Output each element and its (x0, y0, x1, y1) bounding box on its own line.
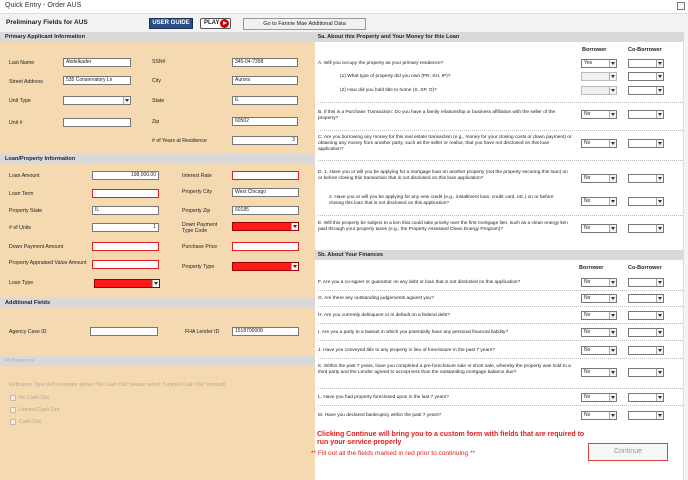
question-a1-borrower[interactable] (581, 72, 617, 81)
chevron-down-icon (656, 73, 663, 80)
play-icon (220, 19, 229, 28)
chevron-down-icon (609, 175, 616, 182)
chevron-down-icon (656, 175, 663, 182)
divider (318, 340, 683, 341)
chevron-down-icon (656, 87, 663, 94)
question-k: K. Within the past 7 years, have you completed a pre-foreclosure sale or short sale, whereby the property was sold to a third party and the Lender agreed to accept less than the outstanding mortgage balance due? (318, 364, 571, 375)
years-input[interactable]: 3 (232, 136, 298, 145)
last-name-label: Last Name (9, 60, 35, 66)
continue-button[interactable]: Continue (588, 443, 668, 461)
chevron-down-icon (152, 280, 159, 287)
chevron-down-icon (656, 60, 663, 67)
chevron-down-icon (609, 60, 616, 67)
chevron-down-icon (656, 394, 663, 401)
question-a2: (2) How did you hold title to home (S, SP, O)? (340, 88, 437, 93)
question-h-coborrower[interactable] (628, 311, 664, 320)
divider (318, 388, 683, 389)
borrower-column-header: Borrower (582, 47, 607, 53)
units-label: # of Units (9, 225, 31, 231)
chevron-down-icon (656, 369, 663, 376)
question-f-coborrower[interactable] (628, 278, 664, 287)
question-a2-coborrower[interactable] (628, 86, 664, 95)
coborrower-column-header: Co-Borrower (628, 265, 662, 271)
question-d1-coborrower[interactable] (628, 174, 664, 183)
question-a-coborrower[interactable] (628, 59, 664, 68)
street-label: Street Address (9, 79, 44, 85)
loan-amount-input[interactable]: 198,000.00 (92, 171, 159, 180)
left-panel (0, 32, 315, 480)
required-notice: ** Fill out all the fields marked in red prior to continuing ** (311, 450, 476, 457)
fha-lender-input[interactable]: 1518700008 (232, 327, 299, 336)
question-h: H. Are you currently delinquent or in default on a federal debt? (318, 313, 450, 318)
answer-text: No (584, 175, 591, 181)
answer-text: Yes (584, 60, 593, 66)
applicant-heading: Primary Applicant Information (0, 32, 315, 42)
divider (318, 290, 683, 291)
question-i-borrower[interactable] (581, 328, 617, 337)
unit-input[interactable] (63, 118, 131, 127)
loan-type-label: Loan Type (9, 280, 34, 286)
refinance-type-label: Refinance Type (Fill no longer allows "No Cash Out" please select "Limited Cash Out" instead) (9, 382, 226, 388)
question-e-borrower[interactable] (581, 224, 617, 233)
question-i: I. Are you a party to a lawsuit in which you potentially have any personal financial liability? (318, 330, 509, 335)
answer-text: No (584, 312, 591, 318)
question-a1-coborrower[interactable] (628, 72, 664, 81)
play-button[interactable] (200, 18, 231, 29)
divider (318, 358, 683, 359)
chevron-down-icon (656, 225, 663, 232)
answer-text: No (584, 225, 591, 231)
user-guide-button[interactable]: USER GUIDE (149, 18, 193, 29)
chevron-down-icon (609, 198, 616, 205)
chevron-down-icon (609, 412, 616, 419)
zip-input[interactable]: 60502 (232, 117, 298, 126)
chevron-down-icon (656, 140, 663, 147)
property-zip-label: Property Zip (182, 208, 211, 214)
answer-text: No (584, 369, 591, 375)
question-f-borrower[interactable] (581, 278, 617, 287)
fannie-mae-button[interactable]: Go to Fannie Mae Additional Data (243, 18, 366, 30)
divider (318, 323, 683, 324)
property-state-label: Property State (9, 208, 43, 214)
chevron-down-icon (609, 225, 616, 232)
question-i-coborrower[interactable] (628, 328, 664, 337)
answer-text: No (584, 295, 591, 301)
last-name-input[interactable]: Abdelkader (63, 58, 131, 67)
question-l: L. Have you had property foreclosed upon in the last 7 years? (318, 395, 449, 400)
question-d1-borrower[interactable] (581, 174, 617, 183)
question-j: J. Have you conveyed title to any property in lieu of foreclosure in the past 7 years? (318, 348, 495, 353)
divider (318, 160, 683, 161)
cash-out-checkbox[interactable] (10, 419, 16, 425)
window-titlebar (0, 0, 688, 14)
toolbar (0, 14, 688, 32)
question-b-coborrower[interactable] (628, 110, 664, 119)
chevron-down-icon (609, 394, 616, 401)
agency-case-label: Agency Case ID (9, 329, 47, 335)
section-5a-heading: 5a. About this Property and Your Money for this Loan (315, 32, 686, 42)
appraised-value-label: Property Appraised Value Amount (9, 260, 87, 266)
chevron-down-icon (609, 279, 616, 286)
question-d2-borrower[interactable] (581, 197, 617, 206)
question-d1: D. 1. Have you or will you be applying for a mortgage loan on another property (not the property securing this loan) on or before closing this transaction that is not disclosed on this loan application? (318, 170, 568, 181)
maximize-icon[interactable] (677, 2, 685, 10)
answer-text: No (584, 329, 591, 335)
chevron-down-icon (609, 329, 616, 336)
question-a2-borrower[interactable] (581, 86, 617, 95)
chevron-down-icon (609, 140, 616, 147)
ssn-label: SSN# (152, 59, 166, 65)
question-h-borrower[interactable] (581, 311, 617, 320)
chevron-down-icon (609, 369, 616, 376)
window-title: Quick Entry - Order AUS (5, 2, 82, 9)
interest-rate-input[interactable] (232, 171, 299, 180)
state-input[interactable]: IL (232, 96, 298, 105)
zip-label: Zip (152, 119, 160, 125)
ssn-input[interactable]: 345-04-7398 (232, 58, 298, 67)
chevron-down-icon (609, 347, 616, 354)
question-m-coborrower[interactable] (628, 411, 664, 420)
chevron-down-icon (609, 295, 616, 302)
no-cash-out-checkbox[interactable] (10, 395, 16, 401)
property-state-input[interactable]: IL (92, 206, 159, 215)
question-e-coborrower[interactable] (628, 224, 664, 233)
question-l-coborrower[interactable] (628, 393, 664, 402)
down-payment-label: Down Payment Amount (9, 244, 64, 250)
answer-text: No (584, 412, 591, 418)
question-g: G. Are there any outstanding judgements against you? (318, 296, 434, 301)
coborrower-column-header: Co-Borrower (628, 47, 662, 53)
loan-heading: Loan/Property Information (0, 154, 315, 164)
appraised-value-input[interactable] (92, 260, 159, 269)
question-b-borrower[interactable] (581, 110, 617, 119)
question-a1: (1) What type of property did you own (PR, SH, IP)? (340, 74, 451, 79)
divider (318, 102, 683, 103)
question-j-coborrower[interactable] (628, 346, 664, 355)
chevron-down-icon (656, 347, 663, 354)
question-k-borrower[interactable] (581, 368, 617, 377)
down-payment-input[interactable] (92, 242, 159, 251)
unit-type-select[interactable] (63, 96, 131, 105)
chevron-down-icon (609, 73, 616, 80)
loan-term-label: Loan Term (9, 191, 34, 197)
divider (318, 215, 683, 216)
unit-type-label: Unit Type (9, 98, 31, 104)
divider (318, 405, 683, 406)
question-k-coborrower[interactable] (628, 368, 664, 377)
property-type-select[interactable] (232, 262, 299, 271)
question-m-borrower[interactable] (581, 411, 617, 420)
answer-text: No (584, 198, 591, 204)
question-a-borrower[interactable] (581, 59, 617, 68)
purchase-price-label: Purchase Price (182, 244, 218, 250)
chevron-down-icon (609, 312, 616, 319)
years-label: # of Years at Residence (152, 138, 207, 144)
chevron-down-icon (123, 97, 130, 104)
chevron-down-icon (609, 111, 616, 118)
question-g-coborrower[interactable] (628, 294, 664, 303)
chevron-down-icon (291, 263, 298, 270)
down-payment-type-label: Down Payment Type Code (182, 222, 218, 234)
toolbar-label: Preliminary Fields for AUS (6, 19, 88, 26)
scrollbar[interactable] (683, 32, 688, 480)
property-city-label: Property City (182, 189, 212, 195)
interest-rate-label: Interest Rate (182, 173, 212, 179)
divider (318, 306, 683, 307)
question-l-borrower[interactable] (581, 393, 617, 402)
question-f: F. Are you a co-signer or guarantor on any debt or loan that is not disclosed on this application? (318, 280, 521, 285)
refinances-heading: Refinances (0, 356, 315, 366)
divider (318, 130, 683, 131)
question-j-borrower[interactable] (581, 346, 617, 355)
chevron-down-icon (656, 198, 663, 205)
play-label: PLAY (204, 20, 220, 26)
chevron-down-icon (656, 279, 663, 286)
unit-label: Unit # (9, 120, 23, 126)
answer-text: No (584, 279, 591, 285)
property-type-label: Property Type (182, 264, 215, 270)
question-c-coborrower[interactable] (628, 139, 664, 148)
chevron-down-icon (609, 87, 616, 94)
down-payment-type-select[interactable] (232, 222, 299, 231)
right-panel (315, 32, 688, 480)
question-m: M. Have you declared bankruptcy within the past 7 years? (318, 413, 442, 418)
loan-term-input[interactable] (92, 189, 159, 198)
chevron-down-icon (656, 329, 663, 336)
question-a: A. Will you occupy the property as your primary residence? (318, 61, 444, 66)
cash-out-label: Cash Out (19, 419, 41, 425)
limited-cash-out-label: Limited Cash Out (19, 407, 60, 413)
chevron-down-icon (656, 111, 663, 118)
limited-cash-out-checkbox[interactable] (10, 407, 16, 413)
question-d2: 2. Have you or will you be applying for any new credit (e.g., installment loan, credit card, etc.) on or before closing this loan that is not disclosed on this application? (329, 195, 554, 206)
chevron-down-icon (656, 312, 663, 319)
question-c: C. Are you borrowing any money for this real estate transaction (e.g., money for your closing costs or down payment) or obtaining any money from another party, such as the seller or realtor, that you have not disclosed on this loan application? (318, 135, 572, 152)
additional-heading: Additional Fields (0, 298, 315, 308)
street-input[interactable]: 535 Conservatory Ln (63, 76, 131, 85)
question-d2-coborrower[interactable] (628, 197, 664, 206)
answer-text: No (584, 347, 591, 353)
fha-lender-label: FHA Lender ID (185, 329, 220, 335)
city-label: City (152, 78, 161, 84)
state-label: State (152, 98, 165, 104)
section-5b-heading: 5b. About Your Finances (315, 250, 686, 260)
city-input[interactable]: Aurora (232, 76, 298, 85)
chevron-down-icon (656, 295, 663, 302)
question-e: E. Will this property be subject to a lien that could take priority over the first mortgage lien, such as a clean energy lien paid through your property taxes (e.g., the Property Assessed Clean Energy Program)? (318, 221, 568, 232)
loan-amount-label: Loan Amount (9, 173, 40, 179)
answer-text: No (584, 140, 591, 146)
question-g-borrower[interactable] (581, 294, 617, 303)
no-cash-out-label: No Cash Out (19, 395, 49, 401)
continue-notice: Clicking Continue will bring you to a custom form with fields that are required to run your service properly (317, 431, 585, 446)
loan-type-select[interactable] (94, 279, 160, 288)
purchase-price-input[interactable] (232, 242, 299, 251)
property-city-input[interactable]: West Chicago (232, 188, 299, 197)
units-input[interactable]: 1 (92, 223, 159, 232)
answer-text: No (584, 394, 591, 400)
borrower-column-header: Borrower (579, 265, 604, 271)
chevron-down-icon (291, 223, 298, 230)
chevron-down-icon (656, 412, 663, 419)
question-b: B. If this is a Purchase Transaction: Do you have a family relationship or business affiliation with the seller of the property? (318, 110, 556, 121)
agency-case-input[interactable] (90, 327, 158, 336)
question-c-borrower[interactable] (581, 139, 617, 148)
property-zip-input[interactable]: 60185 (232, 206, 299, 215)
answer-text: No (584, 111, 591, 117)
